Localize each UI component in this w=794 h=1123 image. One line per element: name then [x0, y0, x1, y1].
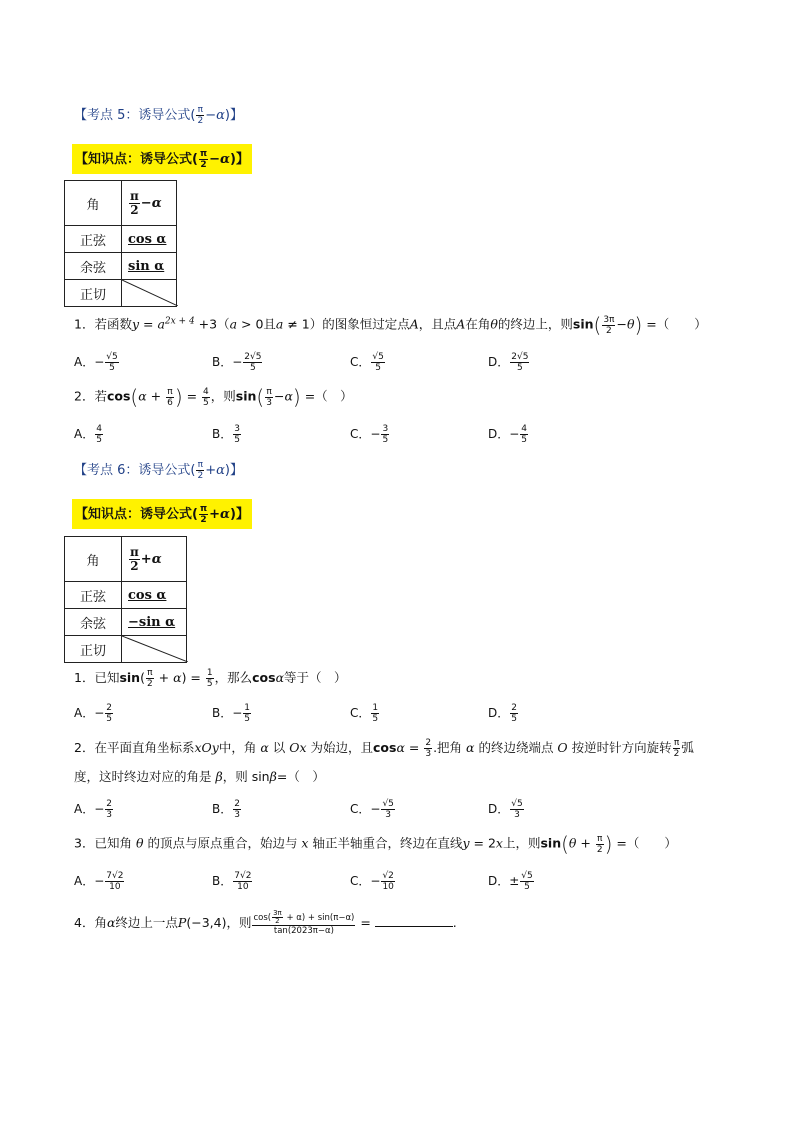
s5-q2-option-d[interactable]: D．− $\frac{4}{5}$ [488, 424, 528, 445]
s6-q3-option-b[interactable]: B． $\frac{7√2}{10}$ [212, 871, 252, 892]
s5-question-1: 1．若函数$y = a^{2x + 4} +3(a > 0$且a ≠ 1）的图象恒过定点A，且点A在角θ的终边上，则sin( $\frac{3\pi}{2}$ −θ) =（ ） [74, 313, 707, 337]
s6-q3-option-a[interactable]: A．− $\frac{7√2}{10}$ [74, 871, 124, 892]
s6-q2-option-b[interactable]: B． $\frac{2}{3}$ [212, 799, 240, 820]
table-row-label: 正切 [65, 280, 122, 307]
table-head-label: 角 [65, 181, 122, 226]
s6-q1-option-a[interactable]: A．− $\frac{2}{5}$ [74, 703, 112, 724]
s6-q3-option-d[interactable]: D．± $\frac{√5}{5}$ [488, 871, 533, 892]
kaodian-5-heading: 【考点 5：诱导公式( $\frac{\pi}{2}$ −α)】 [74, 105, 243, 126]
table-row-value: cos α [122, 582, 187, 609]
table-row-label: 余弦 [65, 253, 122, 280]
s6-q1-option-c[interactable]: C． $\frac{1}{5}$ [350, 703, 379, 724]
s5-q2-option-a[interactable]: A． $\frac{4}{5}$ [74, 424, 102, 445]
table-head-value: $\frac{\pi}{2}$ +α [122, 537, 187, 582]
tangent-empty-cell [122, 636, 187, 663]
zhishi-6-heading: 【知识点：诱导公式( $\frac{\pi}{2}$ +α)】 [72, 499, 252, 529]
table-row-label: 正弦 [65, 582, 122, 609]
s6-question-4: 4．角α终边上一点P(−3,4)，则 cos( $\frac{3\pi}{2}$ + α) + sin(π−α) tan(2023π−α) = . [74, 909, 457, 936]
table-row-value: cos α [122, 226, 177, 253]
zhishi-5-heading: 【知识点：诱导公式( $\frac{\pi}{2}$ −α)】 [72, 144, 252, 174]
formula-table-6 [64, 536, 187, 663]
s6-q2-option-c[interactable]: C．− $\frac{√5}{3}$ [350, 799, 394, 820]
tangent-empty-cell [122, 280, 177, 307]
s5-q1-option-c[interactable]: C． $\frac{√5}{5}$ [350, 352, 384, 373]
table-head-value: $\frac{\pi}{2}$ −α [122, 181, 177, 226]
table-row-label: 余弦 [65, 609, 122, 636]
s5-q2-option-c[interactable]: C．− $\frac{3}{5}$ [350, 424, 389, 445]
table-row-value: −sin α [122, 609, 187, 636]
s6-q1-option-d[interactable]: D． $\frac{2}{5}$ [488, 703, 517, 724]
table-head-label: 角 [65, 537, 122, 582]
kaodian-6-heading: 【考点 6：诱导公式( $\frac{\pi}{2}$ +α)】 [74, 460, 243, 481]
s5-q1-option-b[interactable]: B．− $\frac{2√5}{5}$ [212, 352, 262, 373]
s6-q2-option-a[interactable]: A．− $\frac{2}{3}$ [74, 799, 112, 820]
table-row-label: 正弦 [65, 226, 122, 253]
answer-blank[interactable] [375, 926, 453, 927]
s6-q1-option-b[interactable]: B．− $\frac{1}{5}$ [212, 703, 251, 724]
s6-question-1: 1．已知sin( $\frac{\pi}{2}$ + α) = $\frac{1}{5}$ ，那么cosα等于（ ） [74, 668, 347, 689]
table-row-label: 正切 [65, 636, 122, 663]
s5-q2-option-b[interactable]: B． $\frac{3}{5}$ [212, 424, 240, 445]
s5-q1-option-d[interactable]: D． $\frac{2√5}{5}$ [488, 352, 529, 373]
s6-q2-option-d[interactable]: D． $\frac{√5}{3}$ [488, 799, 523, 820]
s6-question-2: 2．在平面直角坐标系xOy中，角 α 以 Ox 为始边，且cosα = $\frac{2}{3}$ .把角 α 的终边绕端点 O 按逆时针方向旋转 $\frac{\pi}{2}$ 弧 [74, 738, 694, 759]
s5-q1-option-a[interactable]: A．− $\frac{√5}{5}$ [74, 352, 118, 373]
table-row-value: sin α [122, 253, 177, 280]
s6-q3-option-c[interactable]: C．− $\frac{√2}{10}$ [350, 871, 394, 892]
s6-question-3: 3．已知角 θ 的顶点与原点重合，始边与 x 轴正半轴重合，终边在直线y = 2x上，则sin(θ + $\frac{\pi}{2}$ ) =（ ） [74, 832, 677, 856]
s6-question-2-line2: 度，这时终边对应的角是 β，则 sinβ=（ ） [74, 769, 325, 784]
s5-question-2: 2．若cos(α + $\frac{\pi}{6}$ ) = $\frac{4}{5}$ ，则sin( $\frac{\pi}{3}$ −α) =（ ） [74, 385, 353, 409]
formula-table-5 [64, 180, 177, 307]
